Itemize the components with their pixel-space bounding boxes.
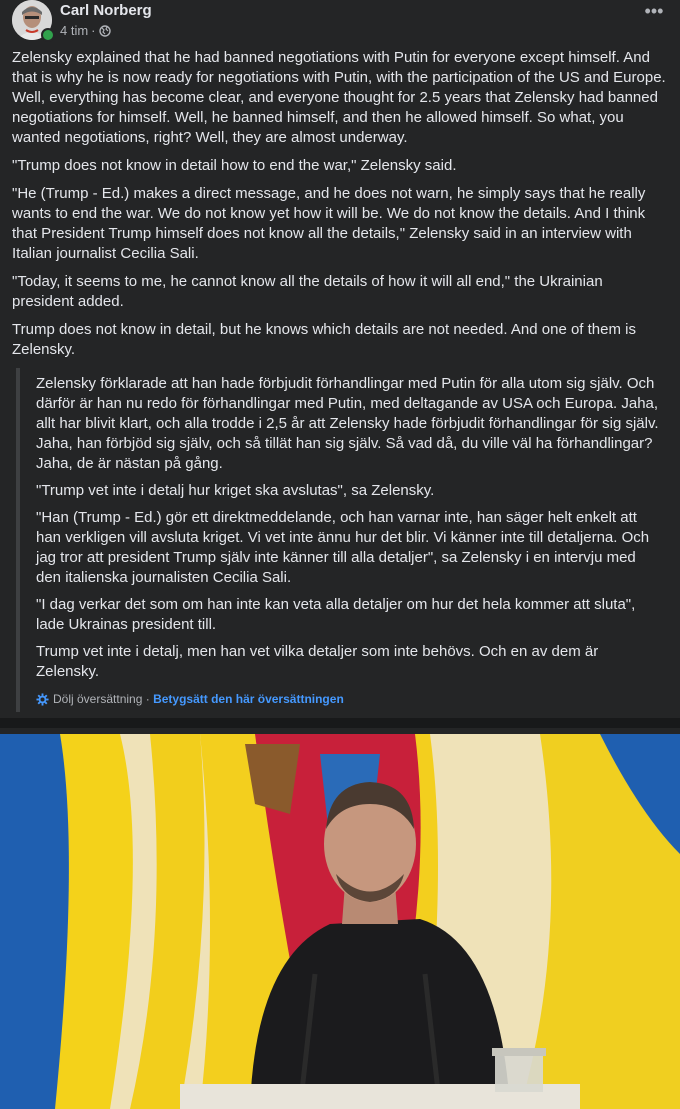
hide-translation-link[interactable]: Dölj översättning [53, 692, 143, 706]
post-time[interactable]: 4 tim [60, 23, 89, 38]
post-photo-image [0, 734, 680, 1109]
gear-icon [36, 693, 49, 706]
post-paragraph: "Trump does not know in detail how to end the war," Zelensky said. [12, 157, 457, 174]
post-paragraph: Zelensky explained that he had banned negotiations with Putin for everyone except himself. And that is why he is now ready for negotiations with Putin, with the participation of the US and Europe. Well, everything has become clear, and everyone thought for 2.5 years that Zelensky had banned negotiations for himself. Well, he banned himself, and then he allowed himself. So what, you wanted negotiations, right? Well, they are almost underway. [12, 49, 666, 146]
meta-separator: · [91, 23, 96, 38]
more-options-icon[interactable]: ••• [644, 1, 664, 21]
translation-text [36, 374, 660, 689]
post-header [12, 0, 668, 40]
translation-paragraph: "Trump vet inte i detalj hur kriget ska avslutas", sa Zelensky. [36, 482, 435, 499]
section-divider [0, 718, 680, 728]
post-photo[interactable] [0, 734, 680, 1109]
post-text [12, 48, 668, 368]
online-status-dot [41, 28, 55, 42]
translation-paragraph: "Han (Trump - Ed.) gör ett direktmeddelande, och han varnar inte, han säger helt enkelt att han verkligen vill avsluta kriget. Vi vet inte ännu hur det blir. Vi känner inte till detaljerna. Och jag tror att president Trump själv inte känner till alla detaljer", sa Zelensky i en intervju med den italienska journalisten Cecilia Sali. [36, 509, 650, 586]
translation-paragraph: Zelensky förklarade att han hade förbjudit förhandlingar med Putin för alla utom sig själv. Och därför är han nu redo för förhandlingar med Putin, med deltagande av USA och Europa. Jaha, allt har blivit klart, och alla trodde i 2,5 år att Zelensky hade förbjudit förhandlingar för sig själv. Jaha, han förbjöd sig själv, och så tillät han sig själv. Så vad då, du ville väl ha förhandlingar? Jaha, de är nästan på gång. [36, 375, 659, 472]
translation-paragraph: "I dag verkar det som om han inte kan veta alla detaljer om hur det hela kommer att sluta", lade Ukrainas president till. [36, 596, 636, 633]
globe-icon [99, 25, 111, 37]
post-paragraph: Trump does not know in detail, but he knows which details are not needed. And one of them is Zelensky. [12, 321, 636, 358]
post-paragraph: "He (Trump - Ed.) makes a direct message, and he does not warn, he simply says that he really wants to end the war. We do not know yet how it will be. We do not know the details. And I think that President Trump himself does not know all the details," Zelensky said in an interview with Italian journalist Cecilia Sali. [12, 185, 646, 262]
translation-footer [36, 692, 344, 706]
translation-block [16, 368, 668, 712]
author-name[interactable]: Carl Norberg [60, 2, 152, 19]
rate-translation-link[interactable]: Betygsätt den här översättningen [153, 692, 344, 706]
post-paragraph: "Today, it seems to me, he cannot know all the details of how it will all end," the Ukrainian president added. [12, 273, 603, 310]
footer-dot: · [142, 692, 154, 706]
translation-paragraph: Trump vet inte i detalj, men han vet vilka detaljer som inte behövs. Och en av dem är Zelensky. [36, 643, 599, 680]
post-meta [60, 23, 111, 38]
